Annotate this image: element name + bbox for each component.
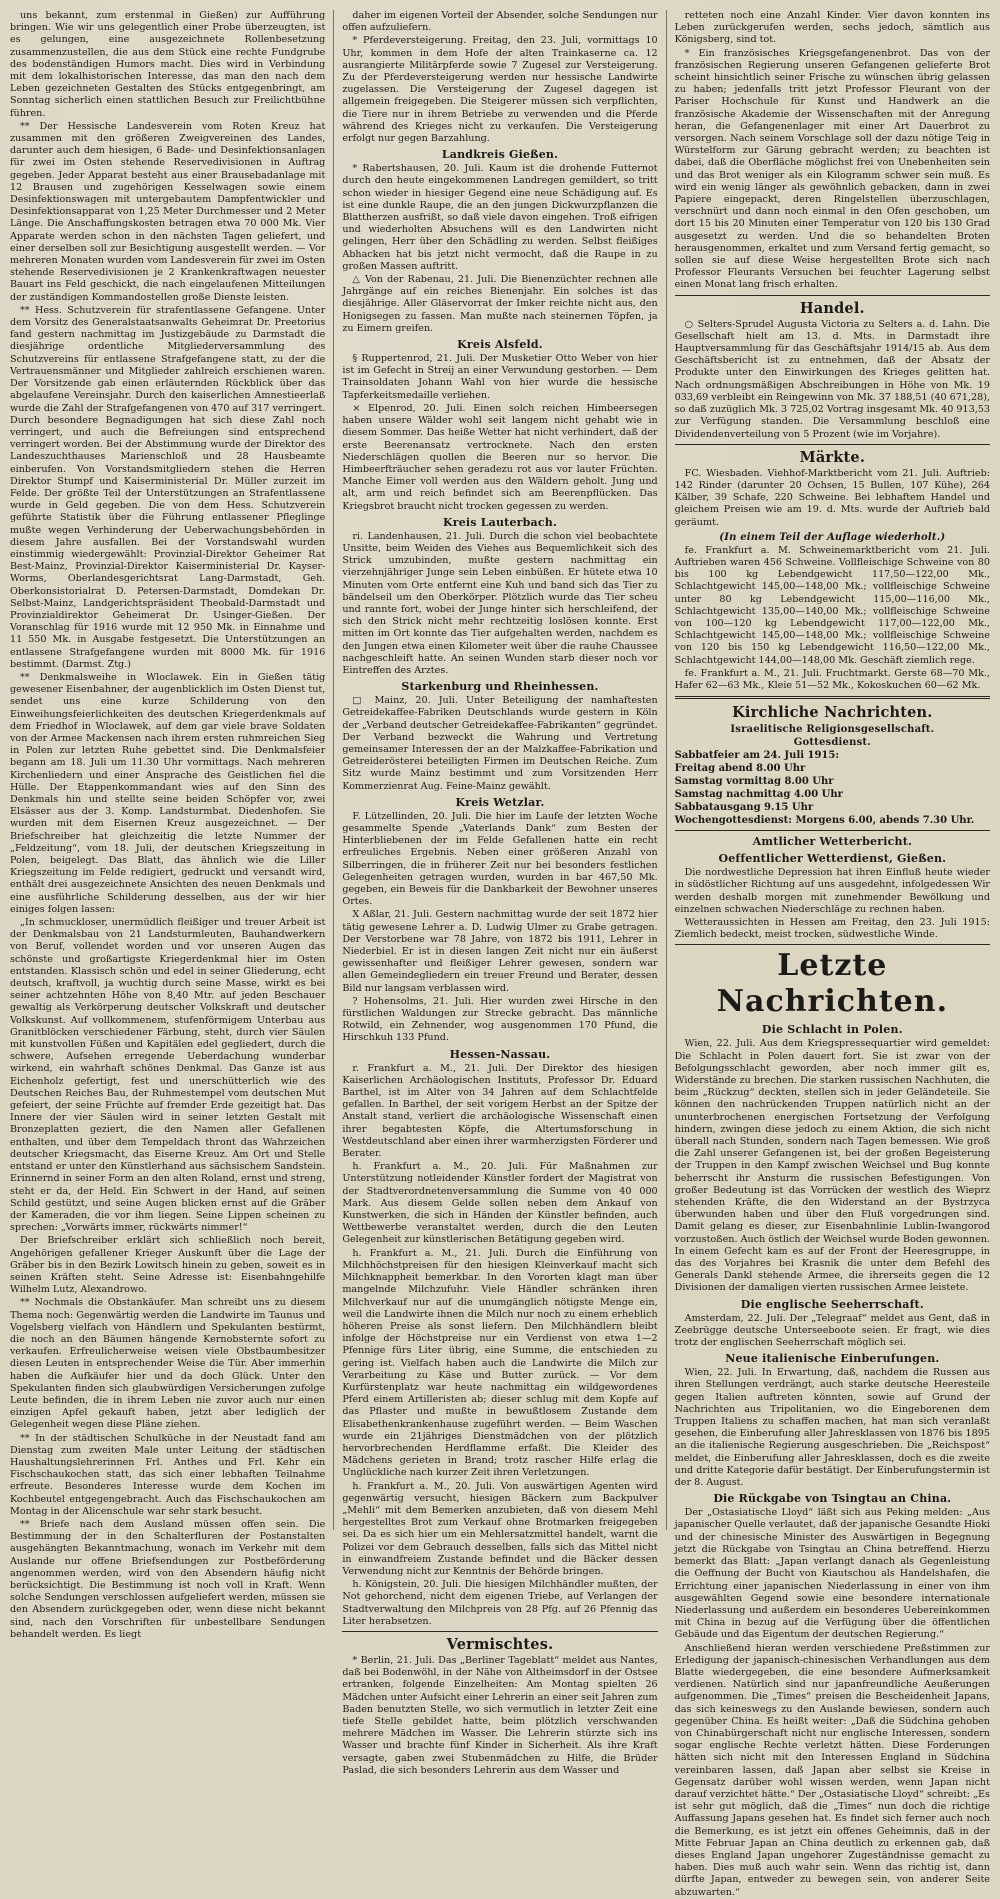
section-heading: Kreis Wetzlar. (455, 795, 545, 809)
article-paragraph (675, 867, 990, 916)
latest-news-title: Letzte Nachrichten. (716, 948, 949, 1020)
section-divider (675, 830, 990, 831)
article-text: ○ Selters-Sprudel Augusta Victoria zu Selters a. d. Lahn. Die Gesellschaft hielt am 13. d. Mts. in Darmstadt ihre Hauptversammlung für das Geschäftsjahr 1914/15 ab. Aus dem Geschäftsbericht ist zu entnehmen, daß der Absatz der Produkte unter den Einwirkungen des Krieges gelitten hat. Nach ordnungsmäßigen Abschreibungen in Höhe von Mk. 19 033,69 verbleibt ein Reingewinn von Mk. 37 188,51 (40 671,28), so daß zuzüglich Mk. 3 725,02 Vortrag insgesamt Mk. 40 913,53 zur Verfügung standen. Die Versammlung beschloß eine Dividendenverteilung von 5 Prozent (wie im Vorjahre). (674, 318, 990, 440)
article-paragraph (10, 917, 325, 1234)
article-text: h. Frankfurt a. M., 20. Juli. Für Maßnahmen zur Unterstützung notleidender Künstler fordert der Magistrat von der Stadtverordnetenversammlung die Summe von 40 000 Mark. Aus diesem Gelde sollen neben dem Ankauf von Kunstwerken, die sich in Händen der Künstler befinden, auch Wettbewerbe veranstaltet werden, durch die den Leuten Gelegenheit zur künstlerischen Betätigung gegeben wird. (342, 1161, 658, 1246)
article-paragraph (675, 1507, 990, 1641)
section-heading: Die englische Seeherrschaft. (740, 1297, 924, 1311)
section-heading-large: Märkte. (799, 448, 866, 466)
article-text: Der Briefschreiber erklärt sich schließlich noch bereit, Angehörigen gefallener Krieger Auskunft über die Lage der Gräber bis in den Bezirk Lowitsch hinein zu geben, soweit es in seinen Kräften steht. Seine Adresse ist: Eisenbahngehilfe Wilhelm Lutz, Alexandrowo. (10, 1235, 326, 1296)
column-left (10, 10, 326, 1640)
section-divider (675, 696, 990, 699)
article-text: ** Briefe nach dem Ausland müssen offen sein. Die Bestimmung der in den Schalterfluren der Postanstalten ausgehängten Bekanntmachung, wonach im Verkehr mit dem Auslande nur offene Briefsendungen zur Postbeförderung angenommen werden, wird von den Absendern häufig nicht berücksichtigt. Die Bestimmung ist noch voll in Kraft. Wenn solche Sendungen verschlossen aufgeliefert werden, müssen sie den Absendern zurückgegeben oder, wenn diese nicht bekannt sind, nach den Vorschriften für unbestellbare Sendungen behandelt werden. Es liegt (10, 1518, 326, 1640)
article-paragraph (10, 1519, 325, 1641)
service-time-line: Freitag abend 8.00 Uhr (674, 763, 806, 775)
service-time-line: Wochengottesdienst: Morgens 6.00, abends 7.30 Uhr. (674, 815, 975, 827)
article-paragraph (342, 1063, 657, 1161)
article-text: h. Frankfurt a. M., 20. Juli. Von auswärtigen Agenten wird gegenwärtig versucht, hiesigen Bäckern zum Backpulver „Mehli“ mit dem Bemerken anzubieten, daß von diesem Mehl hergestelltes Brot zum Verkauf ohne Brotmarken freigegeben sei. Da es sich hier um ein Mehlersatzmittel handelt, warnt die Polizei vor dem Gebrauch desselben, falls sich das Mittel nicht in einwandfreiem Zustande befindet und die Bäcker dessen Verwendung nicht zur Kenntnis der Behörde bringen. (342, 1480, 658, 1577)
article-paragraph (342, 274, 657, 335)
section-heading: Neue italienische Einberufungen. (725, 1352, 940, 1366)
article-text: fe. Frankfurt a. M., 21. Juli. Fruchtmarkt. Gerste 68—70 Mk., Hafer 62—63 Mk., Kleie 51—52 Mk., Kokoskuchen 60—62 Mk. (674, 667, 990, 691)
article-paragraph (10, 1297, 325, 1431)
article-paragraph (675, 1313, 990, 1350)
article-paragraph (675, 319, 990, 441)
article-paragraph (342, 1481, 657, 1579)
article-text: r. Frankfurt a. M., 21. Juli. Der Direktor des hiesigen Kaiserlichen Archäologischen Instituts, Professor Dr. Eduard Barthel, ist im Alter von 34 Jahren auf dem Schlachtfelde gefallen. In Barthel, der seit vorigem Herbst an der Spitze der Anstalt stand, verliert die archäologische Wissenschaft einen ihrer begabtesten Köpfe, die Altertumsforschung in Westdeutschland aber einen ihrer warmherzigsten Förderer und Berater. (342, 1062, 658, 1160)
article-paragraph (342, 1655, 657, 1777)
article-text: ** In der städtischen Schulküche in der Neustadt fand am Dienstag zum zweiten Male unter Leitung der städtischen Haushaltungslehrerinnen Frl. Anthes und Frl. Kehr ein Fischschaukochen statt, das sich einer lebhaften Teilnahme erfreute. Besonderes Interesse wurde dem Kochen im Kochbeutel entgegengebracht. Auch das Fischschaukochen am Montag in der Alicenschule war sehr stark besucht. (10, 1432, 326, 1517)
article-text: * Rabertshausen, 20. Juli. Kaum ist die drohende Futternot durch den heute eingekommenen Landregen gemildert, so tritt schon wieder in hiesiger Gegend eine neue Schädigung auf. Es ist eine dunkle Raupe, die an den jungen Dickwurzpflanzen die Blattherzen ausfrißt, so daß viele davon eingehen. Troß eifrigen und wiederholten Absuchens will es den Landwirten nicht gelingen, Herr über den Schädling zu werden. Selbst fleißiges Abhacken hat bis jetzt nicht vermocht, daß die Raupe in zu großen Massen auftritt. (342, 163, 658, 272)
article-paragraph (342, 403, 657, 513)
section-heading: Die Rückgabe von Tsingtau an China. (713, 1492, 952, 1506)
article-text: fe. Frankfurt a. M. Schweinemarktbericht vom 21. Juli. Auftrieben waren 456 Schweine. Vollfleischige Schweine von 80 bis 100 kg Lebendgewicht 117,50—122,00 Mk., Schlachtgewicht 145,00—148,00 Mk.; vollfleischige Schweine unter 80 kg Lebendgewicht 115,00—116,00 Mk., Schlachtgewicht 135,00—140,00 Mk.; vollfleischige Schweine von 100—120 kg Lebendgewicht 117,00—122,00 Mk., Schlachtgewicht 145,00—148,00 Mk.; vollfleischige Schweine von 120 bis 150 kg Lebendgewicht 116,50—122,00 Mk., Schlachtgewicht 144,00—148,00 Mk. Geschäft ziemlich rege. (674, 544, 990, 666)
article-text: retteten noch eine Anzahl Kinder. Vier davon konnten ins Leben zurückgerufen werden, sechs jedoch, sämtlich aus Königsberg, sind tot. (674, 10, 990, 46)
article-paragraph (675, 1038, 990, 1294)
article-text: * Ein französisches Kriegsgefangenenbrot. Das von der französischen Regierung unseren Gefangenen gelieferte Brot scheint hinsichtlich seiner Frische zu wünschen übrig gelassen zu haben; jedenfalls tritt jetzt Professor Fleurant von der Pariser Hochschule für Kunst und Handwerk an die französische Akademie der Wissenschaften mit der Anregung heran, die Gefangenenlager mit einer Art Dauerbrot zu versorgen. Nach seinem Vorschlage soll der dazu nötige Teig in Würstelform zur Gärung gebracht werden; zu beachten ist dabei, daß die Oberfläche möglichst frei von Unebenheiten sein und das Brot weniger als ein Kilogramm schwer sein muß. Es wird ein wenig länger als gewöhnlich gebacken, dann in zwei Papiere eingepackt, deren Ringelstellen überzuschlagen, verschnürt und dann noch einmal in den Ofen geschoben, um dort 15 bis 20 Minuten einer Temperatur von 120 bis 130 Grad ausgesetzt zu werden. Und die so behandelten Broten herausgenommen, erkaltet und zum Versand fertig gemacht, so sollen sie auf diese Weise hergestellten Brote sich nach Professor Fleurants Versuchen bei feuchter Lagerung selbst einen Monat lang frisch erhalten. (674, 47, 990, 291)
article-text: Wetteraussichten in Hessen am Freitag, den 23. Juli 1915: Ziemlich bedeckt, meist trocken, südwestliche Winde. (674, 916, 990, 941)
section-heading: Vermischtes. (446, 1635, 554, 1653)
section-heading: Starkenburg und Rheinhessen. (401, 680, 599, 694)
article-text: Amsterdam, 22. Juli. Der „Telegraaf“ meldet aus Gent, daß in Zeebrügge deutsche Unterseeboote seien. Er fragt, wie dies trotz der englischen Seeherrschaft möglich sei. (674, 1312, 990, 1349)
article-paragraph (342, 811, 657, 909)
article-paragraph (675, 10, 990, 47)
article-paragraph (675, 668, 990, 692)
section-divider (675, 944, 990, 945)
article-paragraph (10, 1235, 325, 1296)
article-text: ri. Landenhausen, 21. Juli. Durch die schon viel beobachtete Unsitte, beim Weiden des Viehes aus Bequemlichkeit sich des Strick umzubinden, mußte gestern nachmittag ein vierzehnjähriger Junge sein Leben einbüßen. Er hütete etwa 10 Minuten vom Orte entfernt eine Kuh und band sich das Tier zu bändelseil um den Oberkörper. Plötzlich wurde das Tier scheu und rannte fort, wobei der Junge hinter sich herschleifend, der sich den Strick nicht mehr rechtzeitig loslösen konnte. Erst mitten im Ort konnte das Tier aufgehalten werden, nachdem es den Jungen etwa einen Kilometer weit über die rauhe Chaussee nachgeschleift hatte. An seinen Wunden starb dieser noch vor Eintreffen des Arztes. (342, 530, 658, 676)
section-heading-large: Kirchliche Nachrichten. (732, 704, 933, 722)
service-time-line: Samstag nachmittag 4.00 Uhr (674, 789, 843, 801)
service-time-line: Sabbatausgang 9.15 Uhr (674, 802, 814, 814)
article-paragraph (342, 996, 657, 1045)
article-paragraph (10, 672, 325, 916)
section-heading: Kreis Alsfeld. (457, 338, 543, 352)
section-subheading: Israelitische Religionsgesellschaft. (730, 724, 935, 736)
article-paragraph (675, 468, 990, 529)
article-text: Anschließend hieran werden verschiedene Preßstimmen zur Erledigung der japanisch-chinesischen Verhandlungen aus dem Blatte wiedergegeben, die eine besondere Aufmerksamkeit verdienen. Natürlich sind nur japanfreundliche Aeußerungen aufgenommen. Die „Times“ preisen die Bescheidenheit Japans, das sich keineswegs zu den Auslande bewiesen, sondern auch gegenüber China. Es heißt weiter: „Daß die Südchina gehoben von Chinabürgerschaft nicht nur englische Interessen, sondern sogar englische Rechte verletzt hätten. Diese Forderungen hätten sich nicht mit den Interessen England in Südchina vereinbaren lassen, daß Japan aber selbst sie Kreise in Gegensatz darüber wohl wissen werden, wenn Japan nicht darauf verzichtet hätte.“ Der „Ostasiatische Lloyd“ schreibt: „Es ist sehr gut möglich, daß die „Times“ nun doch die richtige Auffassung Japans gesehen hat. Es findet sich ferner auch noch die Bemerkung, es ist jetzt ein offenes Geheimnis, daß in der Mitte Februar Japan an China deutlich zu erkennen gab, daß dieses England Japan ungehorer Zugeständnisse gemacht zu haben. Dies muß auch wahr sein. Wenn das richtig ist, dann dürfte Japan, entweder zu bewegen sein, von anderer Seite abzuwarten.“ (674, 1642, 990, 1898)
article-text: Wien, 22. Juli. In Erwartung, daß, nachdem die Russen aus ihren Stellungen verdrängt, auch starke deutsche Heeresteile gegen Italien auftreten könnten, sowie auf Grund der Nachrichten aus Tripolitanien, wo die Eingeborenen dem Truppen Italiens zu schaffen machen, hat man sich veranlaßt gesehen, die Einberufung aller Jahresklassen von 1876 bis 1895 an die italienische Regierung ausgeschrieben. Die „Reichspost“ meldet, die Einberufung aller Jahresklassen, doch es die zweite und dritte Kategorie dafür bestätigt. Der Einberufungstermin ist der 8. August. (674, 1367, 990, 1489)
article-paragraph (675, 1643, 990, 1899)
article-text: □ Mainz, 20. Juli. Unter Beteiligung der namhaftesten Getreidekaffee-Fabriken Deutschlands wurde gestern in Köln der „Verband deutscher Getreidekaffee-Fabrikanten“ gegründet. Der Verband bezweckt die Wahrung und Vertretung gemeinsamer Interessen der an der Malzkaffee-Fabrikation und Getreiderösterei beteiligten Firmen im Deutschen Reiche. Zum Sitz wurde Mainz bestimmt und zum Vorsitzenden Herr Kommerzienrat Aug. Feine-Mainz gewählt. (342, 695, 658, 792)
section-heading: Amtlicher Wetterbericht. (752, 835, 913, 849)
article-text: ** Denkmalsweihe in Wloclawek. Ein in Gießen tätig gewesener Eisenbahner, der augenblicklich im Osten Dienst tut, sendet uns eine kurze Schilderung von den Einweihungsfeierlichkeiten des deutschen Kriegerdenkmals auf dem Friedhof in Wloclawek, auf dem gar viele brave Soldaten von der Armee Mackensen nach ihrem ersten ruhmreichen Sieg in Polen zur letzten Ruhe gebettet sind. Die Denkmalsfeier begann am 18. Juli um 11.30 Uhr vormittags. Nach mehreren Kirchenliedern und einer Ansprache des Geistlichen fiel die Hülle. Der Etappenkommandant wies auf den Sinn des Denkmals hin und stellte seine beiden Schöpfer vor, zwei Elsässer aus der 3. Komp. Landsturmbat. Diedenhofen. Sie wurden mit dem Eisernen Kreuz ausgezeichnet. — Der Briefschreiber hat gleichzeitig die letzte Nummer der „Feldzeitung“, vom 18. Juli, der deutschen Kriegszeitung in Polen, beigelegt. Das Blatt, das ähnlich wie die Liller Kriegszeitung im Felde redigiert, gedruckt und versandt wird, enthält drei ausgezeichnete Ansichten des neuen Denkmals und eine ausführliche Schilderung desselben, aus der wir hier einiges folgen lassen: (10, 671, 326, 915)
article-text: △ Von der Rabenau, 21. Juli. Die Bienenzüchter rechnen alle Jahrgänge auf ein reiches Bienenjahr. Ein solches ist das diesjährige. Aller Gläservorrat der Imker reichte nicht aus, den Honigsegen zu fassen. Man mußte nach steinernen Töpfen, ja zu Eimern greifen. (342, 274, 658, 334)
service-time-line: Samstag vormittag 8.00 Uhr (674, 776, 834, 788)
article-text: Die nordwestliche Depression hat ihren Einfluß heute wieder in südöstlicher Richtung auf uns ausgedehnt, infolgedessen Wir werden deshalb morgen mit zunehmender Bewölkung und einzelnen schwachen Niederschläge zu rechnen haben. (674, 867, 990, 915)
article-text: F. Lützellinden, 20. Juli. Die hier im Laufe der letzten Woche gesammelte Spende „Vaterlands Dank“ zum Besten der Hinterbliebenen der im Felde Gefallenen hatte ein recht erfreuliches Ergebnis. Neben einer größeren Anzahl von Silberringen, die in früherer Zeit nur bei besonders festlichen Gelegenheiten getragen wurden, wurden in bar 467,50 Mk. gegeben, ein Beweis für die Dankbarkeit der Bewohner unseres Ortes. (342, 810, 658, 908)
article-paragraph (10, 121, 325, 304)
article-paragraph (675, 917, 990, 941)
article-text: * Pferdeversteigerung. Freitag, den 23. Juli, vormittags 10 Uhr, kommen in dem Hofe der alten Trainkaserne ca. 12 ausrangierte Militärpferde sowie 7 Zugesel zur Versteigerung. Zu der Pferdeversteigerung werden nur hessische Landwirte zugelassen. Die Versteigerung der Zugesel dagegen ist allgemein freigegeben. Die Steigerer müssen sich verpflichten, die Tiere nur in ihrem Betriebe zu verwenden und die Pferde während des Krieges nicht zu verkaufen. Die Versteigerung erfolgt nur gegen Barzahlung. (342, 35, 658, 145)
article-text: * Berlin, 21. Juli. Das „Berliner Tageblatt“ meldet aus Nantes, daß bei Bodenwöhl, in der Nähe von Altheimsdorf in der Ostsee ertranken, folgende Einzelheiten: Am Montag spielten 26 Mädchen unter Aufsicht einer Lehrerin an einer seit Jahren zum Baden benutzten Stelle, wo sich vermutlich in letzter Zeit eine tiefe Stelle gebildet hatte, beim plötzlich verschwanden mehrere Mädchen im Wasser. Die Lehrerin stürzte sich ins Wasser und brachte fünf Kinder in Sicherheit. Als ihre Kraft versagte, gaben zwei Stubenmädchen zu Hilfe, die Brüder Paslad, die sich besonders Lehrerin aus dem Wasser und (342, 1654, 658, 1776)
section-divider (342, 1631, 657, 1632)
article-text: ** Der Hessische Landesverein vom Roten Kreuz hat zusammen mit den größeren Zweigvereinen des Landes, darunter auch dem hiesigen, 6 Bade- und Desinfektionsanlagen für zwei im Osten stehende Reservedivisionen in Auftrag gegeben. Jeder Apparat besteht aus einer Brausebadanlage mit 12 Brausen und zugehörigen Kesselwagen sowie einem Desinfektionswagen mit untergebautem Dampfentwickler und Desinfektionsapparat von 1,25 Meter Durchmesser und 2 Meter Länge. Die Anschaffungskosten betragen etwa 70 000 Mk. Vier Apparate werden schon in den nächsten Tagen geliefert, und einer derselben soll zur Besichtigung ausgestellt werden. — Vor mehreren Monaten wurden vom Landesverein für zwei im Osten stehende Reservedivisionen je 2 Krankenkraftwagen neuester Bauart ins Feld geschickt, die nach eingelaufenen Mitteilungen der zuständigen Kommandostellen große Dienste leisten. (10, 120, 326, 303)
section-divider (675, 444, 990, 445)
article-text: ? Hohensolms, 21. Juli. Hier wurden zwei Hirsche in den fürstlichen Waldungen zur Strecke gebracht. Das männliche Rotwild, ein Zehnender, wog ausgenommen 170 Pfund, die Hirschkuh 133 Pfund. (342, 995, 658, 1044)
article-paragraph (10, 1433, 325, 1518)
section-subheading: Gottesdienst. (793, 737, 871, 749)
article-paragraph (342, 10, 657, 34)
section-heading: Landkreis Gießen. (441, 148, 559, 162)
article-paragraph (342, 531, 657, 677)
article-paragraph (675, 545, 990, 667)
article-text: h. Königstein, 20. Juli. Die hiesigen Milchhändler mußten, der Not gehorchend, nicht dem eigenen Triebe, auf Verlangen der Stadtverwaltung den Milchpreis von 28 Pfg. auf 26 Pfennig das Liter herabsetzen. (342, 1579, 658, 1627)
service-time-line: Sabbatfeier am 24. Juli 1915: (674, 750, 840, 762)
article-text: Wien, 22. Juli. Aus dem Kriegspressequartier wird gemeldet: Die Schlacht in Polen dauert fort. Sie ist zwar von der Befolgungsschlacht geworden, aber noch immer gilt es, Widerstände zu brechen. Die starken russischen Nachhuten, die beim „Rückzug“ deckten, stellen sich in jeder Geländeteile. Sie können den nachrückenden Truppen natürlich nicht an der ununterbrochenen energischen Fortsetzung der Verfolgung hindern, zwingen diese jedoch zu einem Aktion, die sich nicht überall nach Stunden, sondern nach Tagen bemessen. Wie groß die Zahl unserer Gefangenen ist, bei der großen Begeisterung der Truppen in den Kampf zwischen Weichsel und Bug konnte beherrscht ihr Ansturm die russischen Befestigungen. Von großer Bedeutung ist das Vorrücken der westlich des Wieprz stehenden Kräfte, die den Widerstand an der Bystrzyca überwunden haben und über den Fluß vorgedrungen sind. Damit gelang es dieser, zur Eisenbahnlinie Lublin-Iwangorod vorzustoßen. Auch östlich der Weichsel wurde Boden gewonnen. In einem Gefecht kam es auf der Front der Heeresgruppe, in das des Vorjahres bei Krasnik die unter dem Befehl des Generals Dankl stehende Armee, die ihrerseits gegen die 12 Divisionen der damaligen vierten russischen Armee leistete. (674, 1038, 990, 1294)
article-paragraph (10, 10, 325, 120)
article-paragraph (342, 163, 657, 273)
column-right (666, 10, 990, 1898)
article-text: Der „Ostasiatische Lloyd“ läßt sich aus Peking melden: „Aus japanischer Quelle verlautet, daß der japanische Gesandte Hioki und der chinesische Minister des Auswärtigen in Begegnung jetzt die Rückgabe von Tsingtau an China betreffend. Hierzu bemerkt das Blatt: „Japan verlangt danach als Gegenleistung die Oeffnung der Bucht von Kiautschou als Handelshafen, die Errichtung einer japanischen Niederlassung in einer von ihm ausgewählten Gegend sowie eine besondere internationale Niederlassung und außerdem ein besonderes Uebereinkommen mit China in bezug auf die Verfügung über die öffentlichen Gebäude und das Eigentum der deutschen Regierung.“ (674, 1507, 990, 1641)
article-text: h. Frankfurt a. M., 21. Juli. Durch die Einführung von Milchhöchstpreisen für den hiesigen Kleinverkauf macht sich Milchknappheit bemerkbar. In den Vororten klagt man über mangelnde Milchzufuhr. Viele Händler schränken ihren Milchverkauf nur auf die unumgänglich nötigste Menge ein, weil die Landwirte ihnen die Milch nur noch zu einem erheblich höheren Preise als sonst liefern. Den Milchhändlern bleibt infolge der Höchstpreise nur ein Verdienst von etwa 1—2 Pfennige fürs Liter übrig, eine Summe, die entschieden zu gering ist. Vielfach haben auch die Landwirte die Milch zur Verarbeitung zu Käse und Butter zurück. — Vor dem Kurfürstenplatz war heute nachmittag ein wildgewordenes Pferd einem Artilleristen ab; dieser schlug mit dem Kopfe auf das Pflaster und mußte in bewußtlosem Zustande dem Elisabethenkrankenhause zugeführt werden. — Beim Waschen wurde ein 21jähriges Dienstmädchen von der plötzlich hervorbrechenden Herdflamme erfaßt. Die Kleider des Mädchens gerieten in Brand; trotz rascher Hilfe erlag die Unglückliche nach kurzer Zeit ihren Verletzungen. (342, 1247, 658, 1479)
article-paragraph (675, 1367, 990, 1489)
article-text: ** Nochmals die Obstankäufer. Man schreibt uns zu diesem Thema noch: Gegenwärtig werden die Landwirte im Taunus und Vogelsberg vielfach von Händlern und Spekulanten bestürmt, die noch an den Bäumen hängende Kernobsternte sofort zu verkaufen. Erfreulicherweise weisen viele Obstbaumbesitzer diesen Leuten in entsprechender Weise die Tür. Aber immerhin haben die Aufkäufer hier und da doch Glück. Unter den Spekulanten finden sich glaubwürdigen Versicherungen zufolge Leute befinden, die in ihrem Leben nie zuvor auch nur einen einzigen Apfel gekauft haben, jetzt aber lediglich der Gelegenheit wegen diese Pläne ziehen. (10, 1297, 326, 1431)
section-heading-large: Handel. (799, 299, 865, 317)
article-paragraph (10, 305, 325, 671)
article-text: ** Hess. Schutzverein für strafentlassene Gefangene. Unter dem Vorsitz des Generalstaatsanwalts Geheimrat Dr. Preetorius fand gestern nachmittag im Justizgebäude zu Darmstadt die diesjährige ordentliche Mitgliederversammlung des Schutzvereins für entlassene Strafgefangene statt, zu der die Vertrauensmänner und Mitglieder zahlreich erschienen waren. Der Vorsitzende gab einen erläuternden Rückblick über das abgelaufene Vereinsjahr. Durch den kaiserlichen Amnestieerlaß wurde die Zahl der Strafgefangenen von 470 auf 317 verringert. Durch besondere Begnadigungen hat sich diese Zahl noch verringert, und auch die Befreiungen sind entsprechend verringert worden. Bei der Abstimmung wurde der Direktor des Landeszuchthauses Marienschloß und 28 Hausbeamte einberufen. Von Vorstandsmitgliedern stehen die Herren Direktor Stumpf und Kaiserministerial Dr. Müller zurzeit im Felde. Der größte Teil der Unterstützungen an Strafentlassene wurde in Geld gegeben. Die von dem Hess. Schutzverein geführte Statistik über die Führung entlassener Pfleglinge mußte wegen Verhinderung der Ueberwachungsbehörden in diesem Jahre ausfallen. Bei der Vorstandswahl wurden einstimmig wiedergewählt: Provinzial-Direktor Geheimer Rat Best-Mainz, Provinzial-Direktor Kaiserministerial Dr. Kayser-Worms, Oberlandesgerichtsrat Lang-Darmstadt, Geh. Oberkonsistorialrat D. Petersen-Darmstadt, Domdekan Dr. Selbst-Mainz, Landgerichtspräsident Theobald-Darmstadt und Provinzialdirektor Geheimerat Dr. Usinger-Gießen. Der Voranschlag für 1916 wurde mit 12 950 Mk. in Einnahme und 11 550 Mk. in Ausgabe festgesetzt. Die Unterstützungen an entlassene Strafgefangene wurden mit 8000 Mk. für 1916 bestimmt. (Darmst. Ztg.) (10, 304, 326, 670)
article-text: „In schmuckloser, unermüdlich fleißiger und treuer Arbeit ist der Denkmalsbau von 21 Landsturmleuten, Bauhandwerkern von Beruf, vollendet worden und vor unseren Augen das schönste und großartigste Kriegerdenkmal hier im Osten entstanden. Klassisch schön und edel in seiner Gliederung, echt deutsch, kraftvoll, ja wuchtig durch seine Masse, wirkt es bei seiner achtzehnten Höhe von 8,40 Mtr. auf jeden Beschauer gewaltig als Verkörperung deutscher Volkskraft und deutscher Volkskunst. Auf vollkommenem, stufenförmigem Unterbau aus Granitblöcken verschiedener Färbung, steht, durch vier Säulen mit kunstvollen Füßen und Kapitälen edel gegliedert, durch die schwere, Aufsehen erregende Ueberdachung wunderbar wirkend, ein wahrhaft schönes Denkmal. Das Ganze ist aus Eichenholz gefertigt, fest und unerschütterlich wie des Deutschen Reiches Bau, der Ruhmestempel vom deutschen Mut gefeiert, der seine Früchte auf fremder Erde gezeitigt hat. Das Innere der vier Säulen wird in seiner letzten Gestalt mit Bronzeplatten geziert, die den Namen aller Gefallenen enthalten, und über dem Tempeldach thront das Wahrzeichen deutscher Kriegsmacht, das Eiserne Kreuz. Am Ort und Stelle entstand er unter den Künstlerhand aus sächsischem Sandstein. Erinnernd in seiner Form an den alten Roland, ernst und streng, steht er da, der Held. Ein Schwert in der Hand, auf seinen Schild gestützt, und seine Augen blicken ernst auf die Gräber der Kameraden, die vor ihm liegen. Seine Lippen scheinen zu sprechen: „Vorwärts immer, rückwärts nimmer!“ (10, 917, 326, 1234)
column-middle (333, 10, 658, 1776)
edition-note: (In einem Teil der Auflage wiederholt.) (719, 531, 946, 543)
article-text: X Aßlar, 21. Juli. Gestern nachmittag wurde der seit 1872 hier tätig gewesene Lehrer a. D. Ludwig Ulmer zu Grabe getragen. Der Verstorbene war 78 Jahre, von 1872 bis 1911, Lehrer in Niederbiel. Er ist in diesen langen Zeit nicht nur ein äußerst gewissenhafter und fleißiger Lehrer gewesen, sondern war allen Gemeindegliedern ein treuer Freund und Berater, dessen Bild nur langsam verblassen wird. (342, 909, 658, 994)
article-paragraph (675, 48, 990, 292)
article-text: uns bekannt, zum erstenmal in Gießen) zur Aufführung bringen. Wie wir uns gelegentlich einer Probe überzeugten, ist es gelungen, eine ausgezeichnete Rollenbesetzung zusammenzustellen, die aus dem Stück eine rechte Fundgrube des bodenständigen Humors macht. Dies wird in Verbindung mit dem lokalhistorischen Interesse, das man den nach dem Leben gezeichneten Gestalten des Stücks entgegenbringt, am Sonntag sicherlich einen stattlichen Besuch zur Freilichtbühne führen. (10, 10, 326, 119)
section-heading: Hessen-Nassau. (449, 1047, 551, 1061)
article-paragraph (342, 1579, 657, 1628)
article-paragraph (342, 35, 657, 145)
article-text: FC. Wiesbaden. Viehhof-Marktbericht vom 21. Juli. Auftrieb: 142 Rinder (darunter 20 Ochsen, 15 Bullen, 107 Kühe), 264 Kälber, 39 Schafe, 220 Schweine. Bei lebhaftem Handel und gleichem Preisen wie am 19. d. Mts. wurde der Auftrieb bald geräumt. (674, 467, 990, 528)
section-heading: Die Schlacht in Polen. (761, 1023, 903, 1037)
article-paragraph (342, 695, 657, 793)
section-heading: Oeffentlicher Wetterdienst, Gießen. (718, 852, 947, 866)
article-paragraph (342, 1248, 657, 1480)
article-paragraph (342, 1161, 657, 1246)
article-paragraph (342, 353, 657, 402)
article-text: daher im eigenen Vorteil der Absender, solche Sendungen nur offen aufzuliefern. (342, 10, 658, 34)
article-paragraph (342, 909, 657, 994)
article-text: × Elpenrod, 20. Juli. Einen solch reichen Himbeersegen haben unsere Wälder wohl seit langem nicht gehabt wie in diesem Sommer. Das heiße Wetter hat nicht verhindert, daß der erste Beerenansatz vertrocknete. Nach den ersten Niederschlägen quollen die Beeren nur so hervor. Die Himbeerfträucher sehen geradezu rot aus vor lauter Früchten. Manche Eimer voll werden aus den Wäldern geholt. Jung und alt, arm und reich befindet sich am Beerenpflücken. Das Kriegsbrot braucht nicht trocken gegessen zu werden. (342, 402, 658, 512)
section-heading: Kreis Lauterbach. (442, 515, 558, 529)
article-text: § Ruppertenrod, 21. Juli. Der Musketier Otto Weber von hier ist im Gefecht in Streij an einer Verwundung gestorben. — Dem Trainsoldaten Johann Wahl von hier wurde die hessische Tapferkeitsmedaille verliehen. (342, 353, 658, 401)
section-divider (675, 295, 990, 296)
